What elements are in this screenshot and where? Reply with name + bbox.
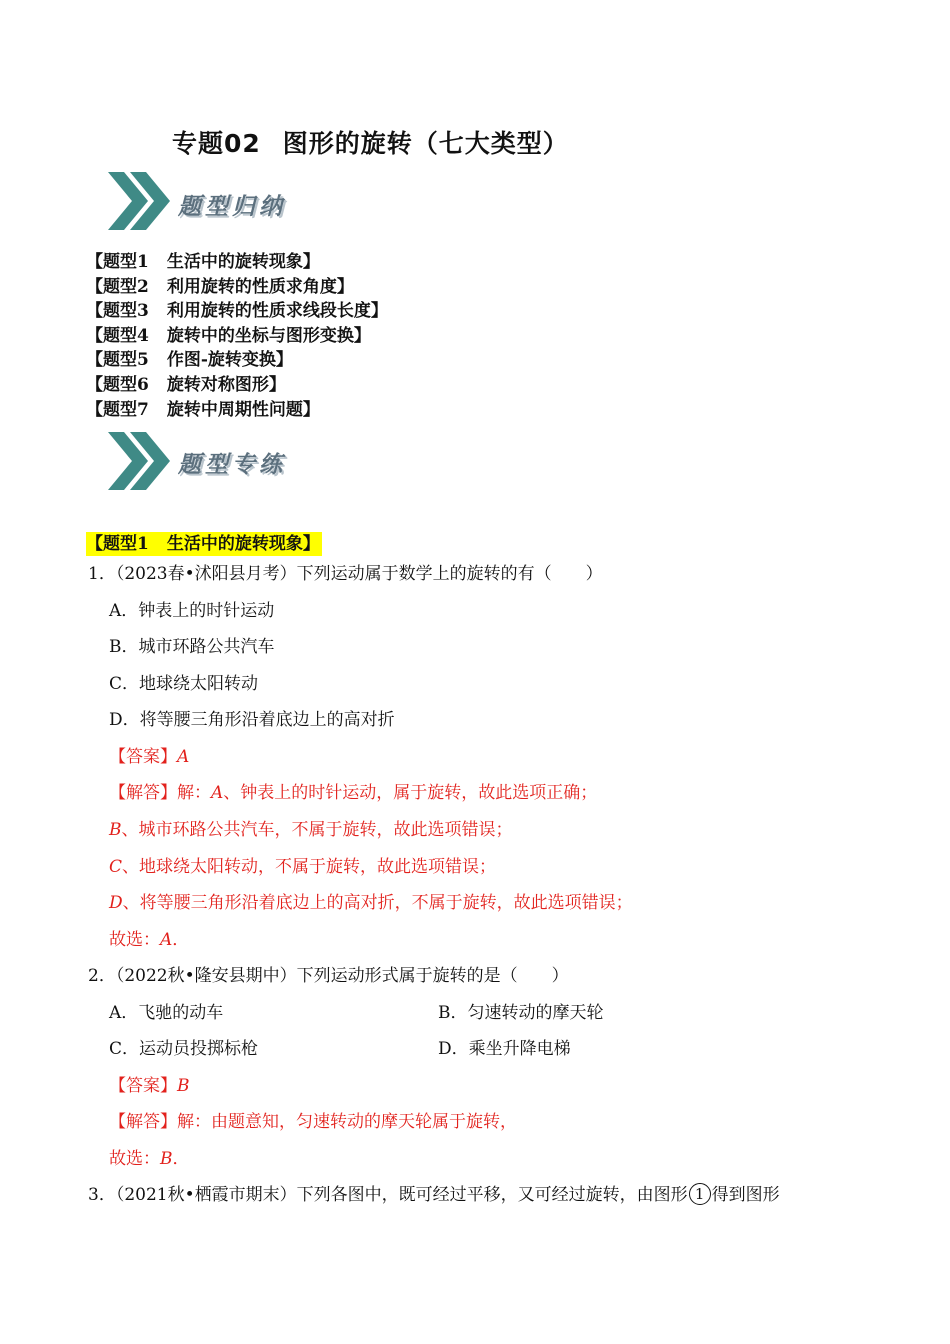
type-list — [86, 250, 388, 422]
question-2-stem: 2．（2022秋•隆安县期中）下列运动形式属于旋转的是（ ） — [88, 966, 569, 986]
q1-option-a: A．钟表上的时针运动 — [109, 601, 275, 621]
type-list-item: 【题型2 利用旋转的性质求角度】 — [86, 276, 354, 297]
q2-option-d: D．乘坐升降电梯 — [438, 1039, 571, 1059]
q2-option-c: C．运动员投掷标枪 — [109, 1039, 259, 1059]
double-chevron-icon — [104, 428, 174, 494]
circled-number: 1 — [689, 1183, 711, 1205]
type-list-item: 【题型5 作图-旋转变换】 — [86, 350, 293, 371]
summary-banner-text: 题型归纳 — [178, 193, 286, 220]
q1-choose: 故选：A． — [109, 930, 190, 950]
double-chevron-icon — [104, 168, 174, 234]
title-main: 图形的旋转（七大类型） — [282, 129, 569, 158]
q2-analysis: 【解答】解：由题意知，匀速转动的摩天轮属于旋转， — [109, 1112, 517, 1132]
question-1-stem: 1．（2023春•沭阳县月考）下列运动属于数学上的旋转的有（ ） — [88, 564, 603, 584]
q1-option-c: C．地球绕太阳转动 — [109, 674, 259, 694]
type-list-item: 【题型6 旋转对称图形】 — [86, 374, 286, 395]
q1-analysis-line: B、城市环路公共汽车，不属于旋转，故此选项错误； — [109, 820, 513, 840]
q2-option-a: A．飞驰的动车 — [109, 1003, 224, 1023]
page-title — [172, 124, 569, 160]
practice-banner-text: 题型专练 — [178, 451, 286, 478]
practice-banner — [104, 428, 344, 498]
q1-answer: 【答案】A — [109, 747, 190, 767]
type-list-item: 【题型4 旋转中的坐标与图形变换】 — [86, 325, 371, 346]
title-prefix: 专题02 — [172, 129, 261, 158]
q1-analysis-line: 【解答】解：A、钟表上的时针运动，属于旋转，故此选项正确； — [109, 783, 598, 803]
q1-option-b: B．城市环路公共汽车 — [109, 637, 275, 657]
type-list-item: 【题型1 生活中的旋转现象】 — [86, 252, 320, 272]
q1-analysis-line: D、将等腰三角形沿着底边上的高对折，不属于旋转，故此选项错误； — [109, 893, 633, 913]
q2-choose: 故选：B． — [109, 1149, 190, 1169]
q1-option-d: D．将等腰三角形沿着底边上的高对折 — [109, 710, 395, 730]
q2-option-b: B．匀速转动的摩天轮 — [438, 1003, 604, 1023]
section-heading: 【题型1 生活中的旋转现象】 — [86, 534, 320, 554]
question-3-stem: 3．（2021秋•栖霞市期末）下列各图中，既可经过平移，又可经过旋转，由图形 1 得到图形 — [88, 1185, 780, 1205]
type-list-item: 【题型7 旋转中周期性问题】 — [86, 399, 320, 420]
q2-answer: 【答案】B — [109, 1076, 190, 1096]
type-list-item: 【题型3 利用旋转的性质求线段长度】 — [86, 301, 388, 322]
q1-analysis-line: C、地球绕太阳转动，不属于旋转，故此选项错误； — [109, 857, 497, 877]
summary-banner — [104, 168, 344, 238]
